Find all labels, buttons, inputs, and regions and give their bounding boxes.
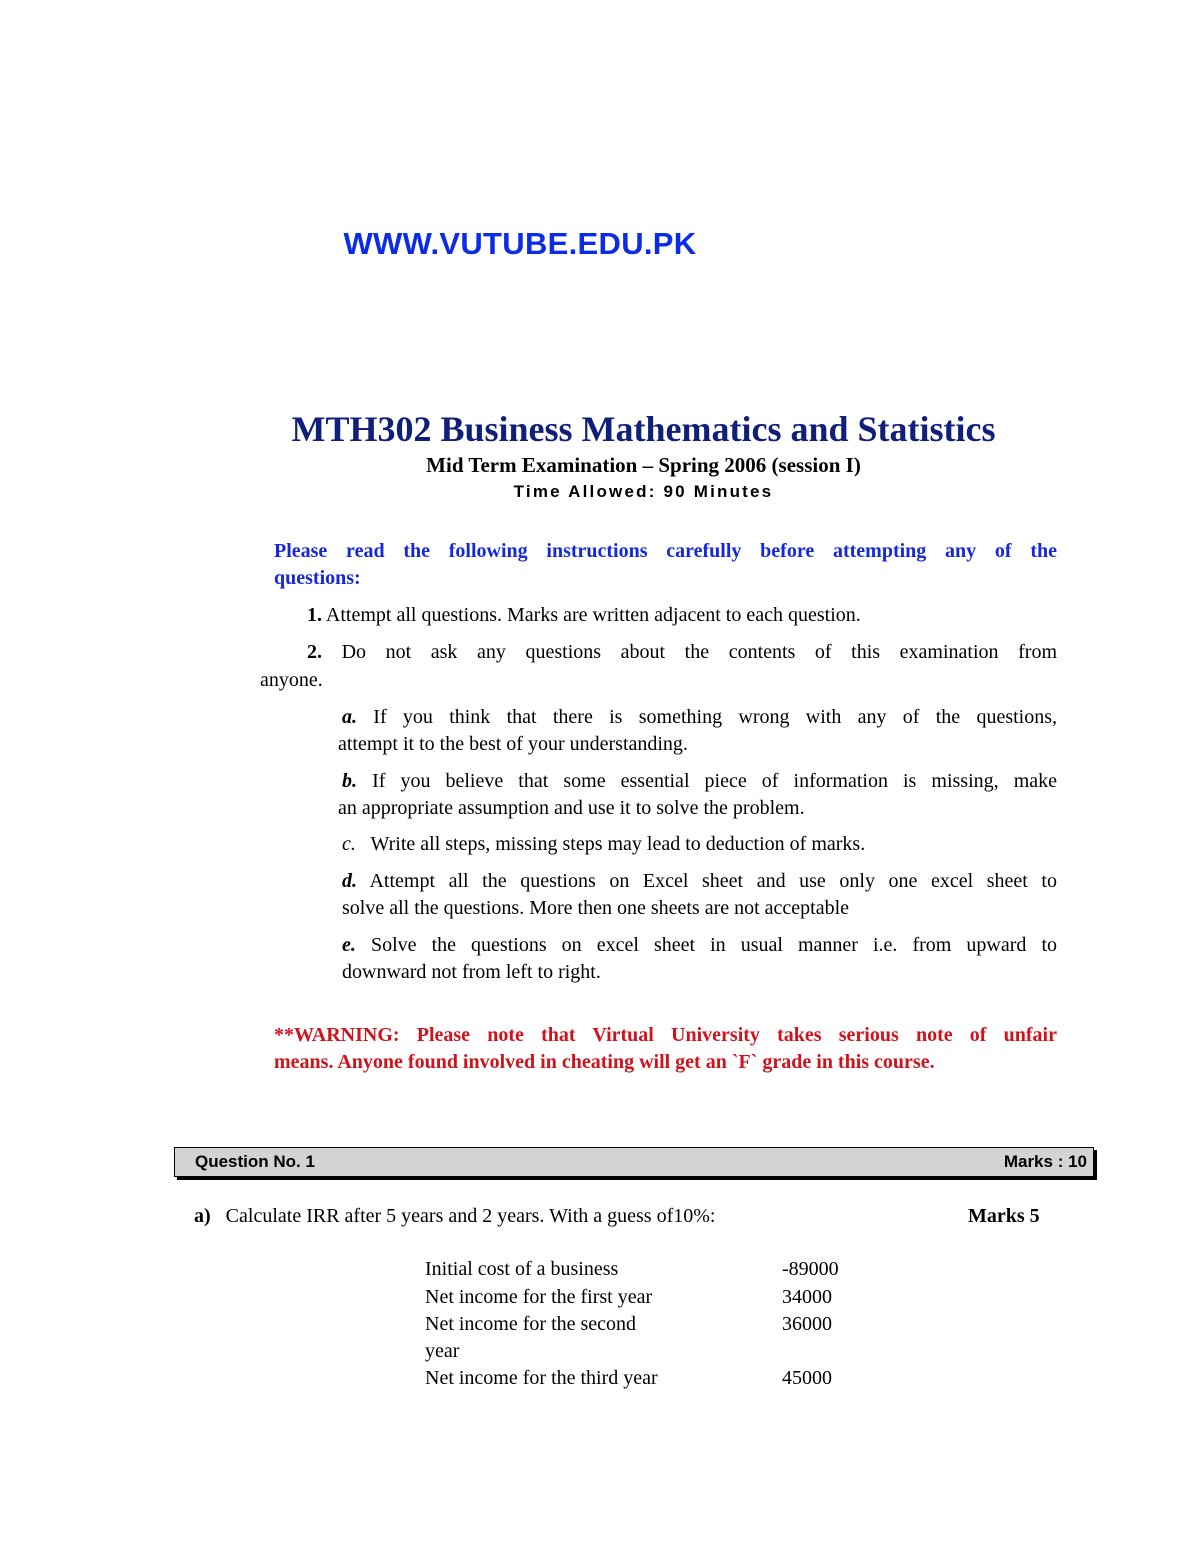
question-part-a-marks: Marks 5 bbox=[968, 1205, 1040, 1227]
instruction-item-2-line1: Do not ask any questions about the contents of this examination from bbox=[341, 641, 1057, 663]
question-part-a-label: a) bbox=[194, 1205, 211, 1227]
instruction-sub-b bbox=[342, 770, 1057, 793]
instruction-sub-a-line1: If you think that there is something wrong with any of the questions, bbox=[373, 706, 1057, 728]
table-row-value: 36000 bbox=[782, 1313, 832, 1335]
instruction-sub-c-line1: Write all steps, missing steps may lead to deduction of marks. bbox=[370, 833, 866, 855]
time-allowed: Time Allowed: 90 Minutes bbox=[513, 482, 774, 501]
table-row: Net income for the first year bbox=[425, 1286, 653, 1308]
instruction-sub-a-line2: attempt it to the best of your understanding. bbox=[338, 733, 688, 755]
question-number-label: Question No. 1 bbox=[195, 1152, 315, 1171]
instruction-sub-e-line2: downward not from left to right. bbox=[342, 961, 601, 983]
instruction-item-2-line2: anyone. bbox=[260, 669, 323, 691]
table-row-continuation: year bbox=[425, 1340, 460, 1362]
table-row: Initial cost of a business bbox=[425, 1258, 619, 1280]
question-part-a bbox=[194, 1205, 715, 1228]
instruction-sub-b-label: b. bbox=[342, 770, 357, 792]
instruction-item-1 bbox=[307, 604, 861, 627]
instruction-sub-e-label: e. bbox=[342, 934, 356, 956]
table-row: Net income for the second bbox=[425, 1313, 637, 1335]
exam-subtitle: Mid Term Examination – Spring 2006 (session I) bbox=[426, 453, 861, 477]
instructions-heading-line1: Please read the following instructions carefully before attempting any of the bbox=[274, 540, 1057, 562]
instruction-sub-d-line1: Attempt all the questions on Excel sheet and use only one excel sheet to bbox=[369, 870, 1057, 892]
instruction-sub-d bbox=[342, 870, 1057, 893]
table-row-value: 45000 bbox=[782, 1367, 832, 1389]
table-row: Net income for the third year bbox=[425, 1367, 658, 1389]
course-title: MTH302 Business Mathematics and Statistics bbox=[291, 409, 996, 449]
table-row-value: -89000 bbox=[782, 1258, 839, 1280]
warning-line2: means. Anyone found involved in cheating will get an `F` grade in this course. bbox=[274, 1051, 935, 1073]
instruction-sub-d-line2: solve all the questions. More then one sheets are not acceptable bbox=[342, 897, 850, 919]
instruction-sub-a-label: a. bbox=[342, 706, 357, 728]
instruction-sub-b-line2: an appropriate assumption and use it to solve the problem. bbox=[338, 797, 805, 819]
instruction-sub-b-line1: If you believe that some essential piece of information is missing, make bbox=[372, 770, 1058, 792]
instruction-sub-e bbox=[342, 934, 1057, 957]
site-url-watermark: WWW.VUTUBE.EDU.PK bbox=[343, 226, 697, 261]
warning-notice bbox=[274, 1024, 1057, 1047]
question-marks-label: Marks : 10 bbox=[1003, 1152, 1087, 1171]
instruction-sub-a bbox=[342, 706, 1057, 729]
question-header-bar bbox=[174, 1147, 1094, 1177]
instructions-heading-line2: questions: bbox=[274, 567, 361, 589]
instruction-sub-e-line1: Solve the questions on excel sheet in usual manner i.e. from upward to bbox=[370, 934, 1058, 956]
warning-line1: **WARNING: Please note that Virtual University takes serious note of unfair bbox=[274, 1024, 1057, 1046]
instruction-sub-c-label: c. bbox=[342, 833, 356, 855]
instructions-heading bbox=[274, 540, 1057, 563]
instruction-item-1-number: 1. bbox=[307, 604, 322, 626]
question-part-a-text: Calculate IRR after 5 years and 2 years. With a guess of10%: bbox=[225, 1205, 716, 1227]
instruction-item-2 bbox=[307, 641, 1057, 664]
instruction-item-1-text: Attempt all questions. Marks are written adjacent to each question. bbox=[325, 604, 861, 626]
instruction-sub-d-label: d. bbox=[342, 870, 357, 892]
instruction-sub-c bbox=[342, 833, 865, 856]
table-row-value: 34000 bbox=[782, 1286, 832, 1308]
instruction-item-2-number: 2. bbox=[307, 641, 322, 663]
